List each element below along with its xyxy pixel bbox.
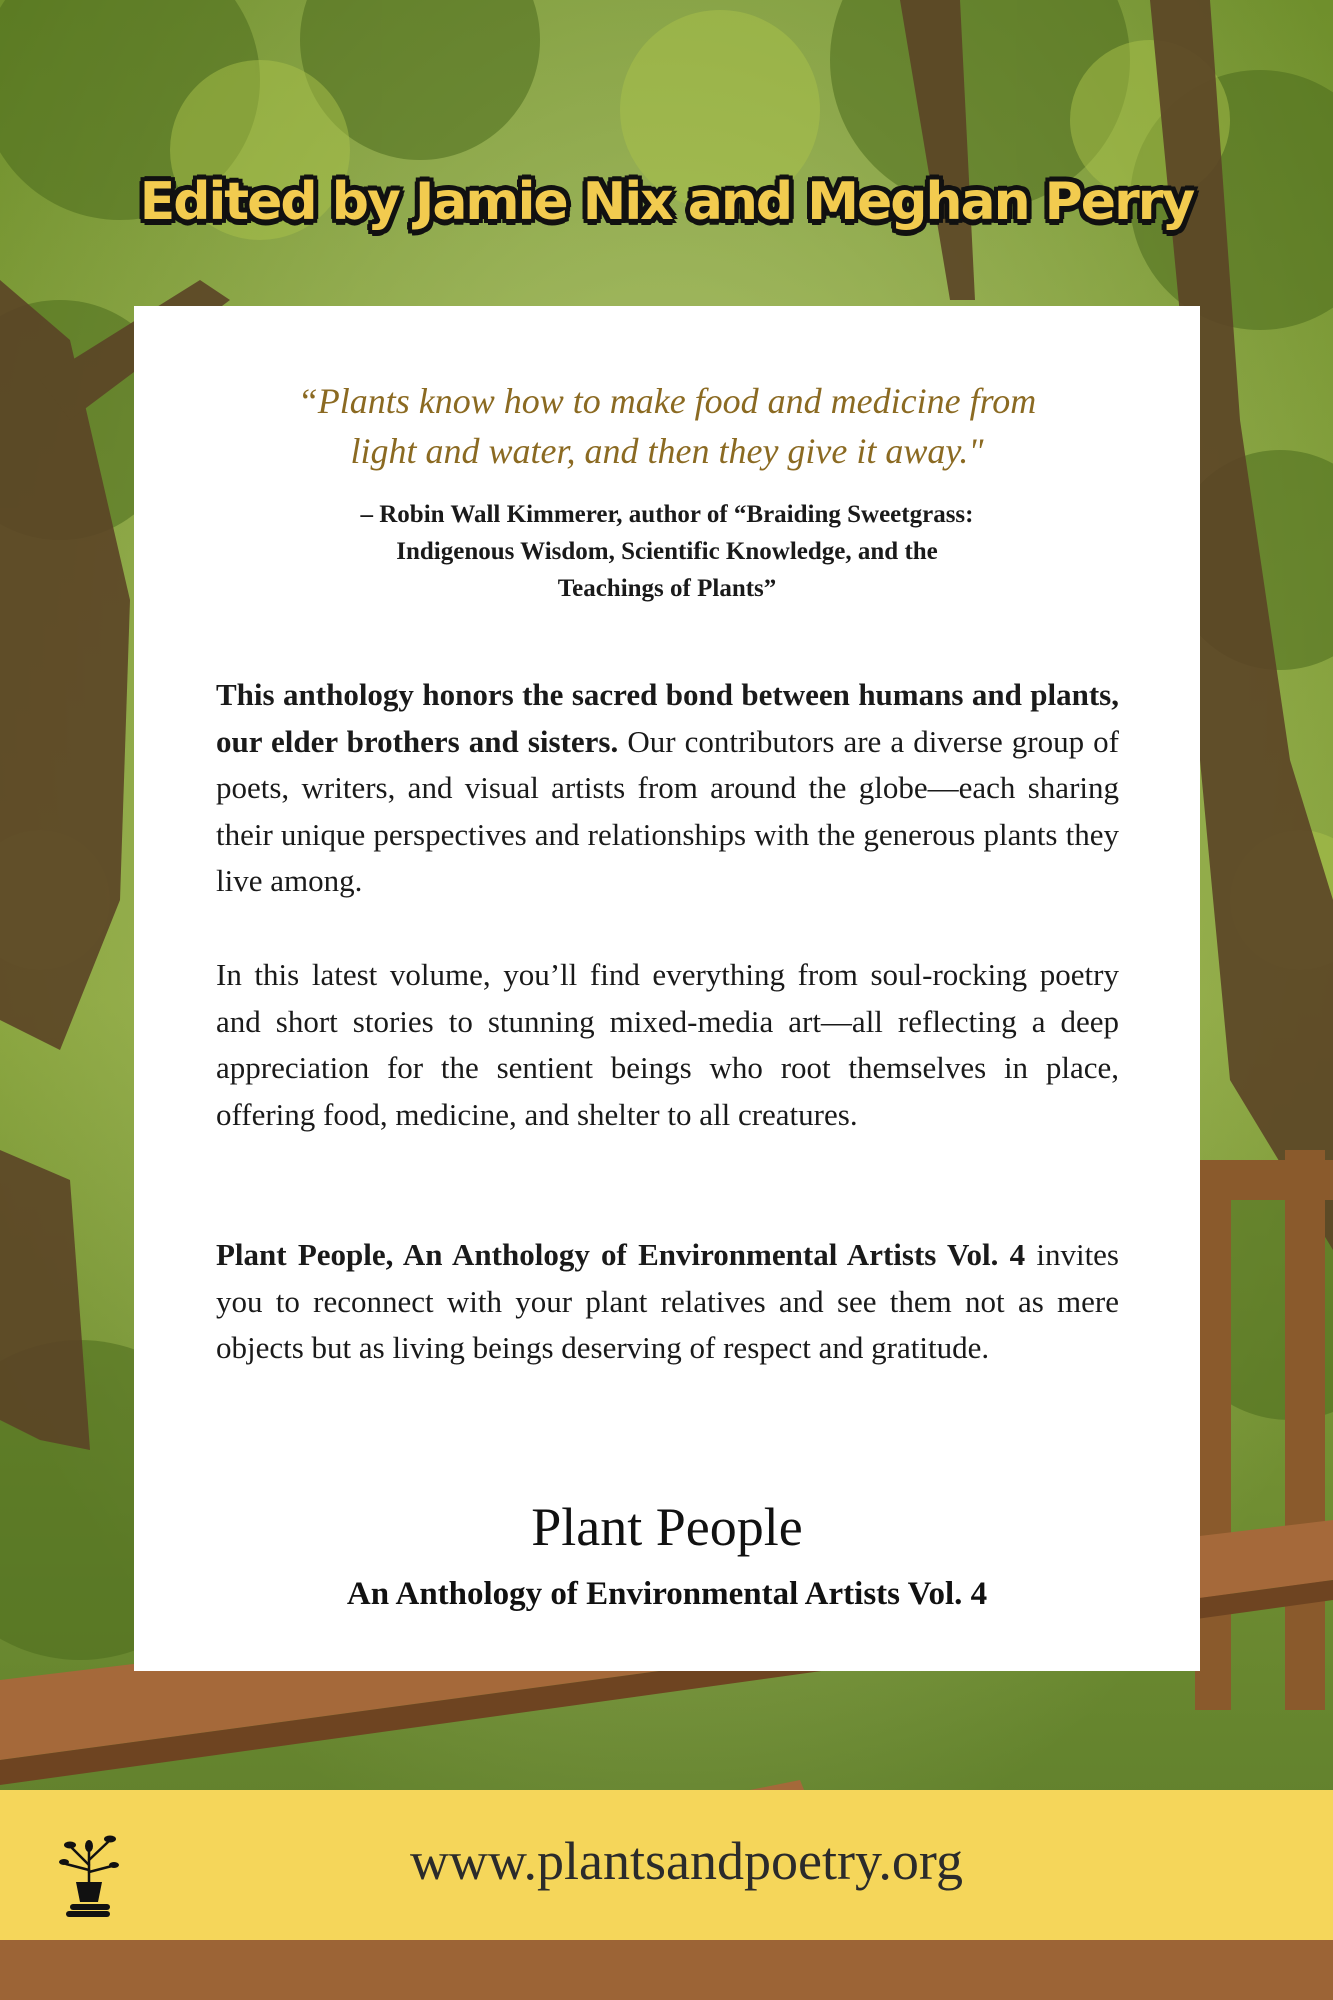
epigraph-quote — [134, 376, 1200, 476]
description-paragraph-3 — [216, 1232, 1119, 1372]
footer-banner — [0, 1790, 1333, 1940]
description-paragraph-1 — [216, 672, 1119, 905]
description-paragraph-2: In this latest volume, you’ll find everything from soul-rocking poetry and short stories to stunning mixed-media art—all reflecting a deep appreciation for the sentient beings who root themselves in place, offering food, medicine, and shelter to all creatures. — [216, 957, 1119, 1132]
attribution-line: Teachings of Plants” — [557, 575, 777, 602]
book-name-bold: Plant People, An Anthology of Environmental Artists Vol. 4 — [216, 1237, 1026, 1272]
quote-line: “Plants know how to make food and medicine from — [297, 381, 1037, 421]
book-subtitle: An Anthology of Environmental Artists Vol. 4 — [346, 1576, 988, 1612]
back-cover-text-card — [134, 306, 1200, 1671]
editors-heading: Edited by Jamie Nix and Meghan Perry — [139, 172, 1194, 232]
description-lead-bold: This anthology honors the sacred bond between humans and plants, our elder brothers and sisters. — [216, 677, 1119, 759]
attribution-line: Indigenous Wisdom, Scientific Knowledge, and the — [396, 538, 938, 565]
quote-line: light and water, and then they give it away." — [350, 431, 984, 471]
attribution-line: – Robin Wall Kimmerer, author of “Braiding Sweetgrass: — [360, 501, 974, 528]
quote-attribution — [284, 496, 1050, 607]
book-title: Plant People — [531, 1497, 803, 1557]
website-url[interactable]: www.plantsandpoetry.org — [410, 1831, 963, 1891]
description-text: Our contributors are a diverse group of poets, writers, and visual artists from around the globe—each sharing their unique perspectives and relationships with the generous plants they live among. — [216, 723, 1119, 898]
description-text: invites you to reconnect with your plant relatives and see them not as mere objects but as living beings deserving of respect and gratitude. — [216, 1237, 1120, 1365]
